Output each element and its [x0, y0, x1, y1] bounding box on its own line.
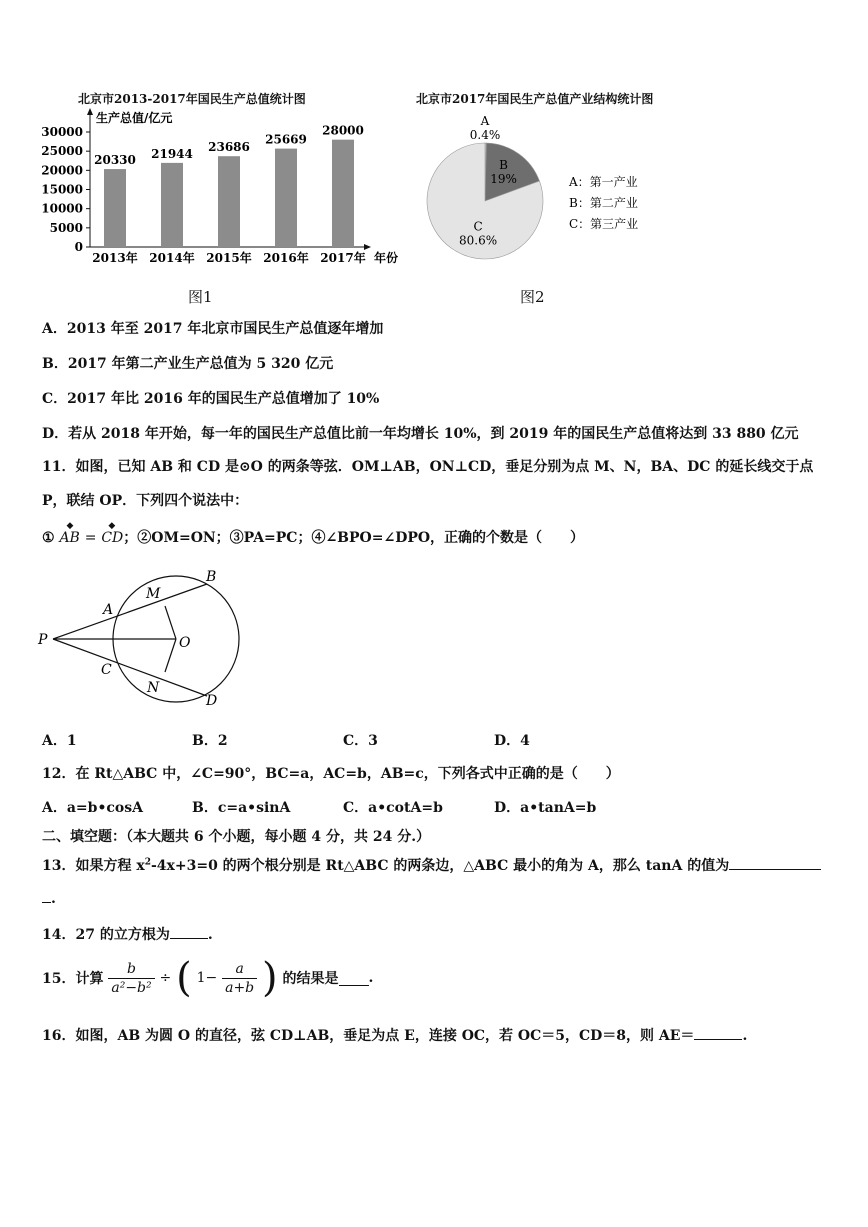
arc-cd-mark: ◆ — [108, 521, 116, 531]
y-tick-label: 25000 — [41, 144, 83, 159]
chart1-title: 北京市2013-2017年国民生产总值统计图 — [78, 92, 306, 106]
y-axis-label: 生产总值/亿元 — [96, 111, 173, 125]
line-pb — [53, 584, 207, 639]
line-on — [165, 639, 176, 672]
bar — [275, 149, 297, 247]
q13-end: . — [51, 891, 56, 907]
q15-end: . — [368, 970, 374, 986]
label-n: N — [147, 680, 160, 696]
q15-left-paren: ( — [176, 955, 192, 1001]
legend-entry: C：第三产业 — [569, 217, 639, 231]
q13-exponent: 2 — [144, 857, 151, 868]
q12-option-b: B．c=a•sinA — [192, 800, 291, 816]
section-2-heading: 二、填空题：（本大题共 6 个小题，每小题 4 分，共 24 分.） — [42, 829, 431, 845]
x-tick-label: 2013年 — [92, 251, 138, 265]
label-c: C — [101, 662, 112, 678]
label-m: M — [146, 586, 161, 602]
bar-chart — [30, 108, 410, 278]
slice-letter-c: C — [473, 219, 483, 234]
q16-answer-blank[interactable] — [694, 1025, 742, 1040]
q11-statements — [42, 521, 585, 547]
q11-statements-rest: ；②OM=ON；③PA=PC；④∠BPO=∠DPO，正确的个数是（ ） — [123, 530, 585, 546]
q15-fraction-1 — [108, 960, 154, 997]
x-tick-label: 2017年 — [320, 251, 366, 265]
legend-entry: B：第二产业 — [569, 196, 638, 210]
slice-percent-a: 0.4% — [469, 128, 501, 142]
q11-option-b: B．2 — [192, 733, 228, 749]
label-b: B — [206, 569, 217, 585]
circle-figure — [36, 566, 256, 716]
bar-data-label: 28000 — [322, 123, 364, 138]
x-tick-label: 2016年 — [263, 251, 309, 265]
bar-data-label: 23686 — [208, 140, 250, 155]
q15-pre: 15．计算 — [42, 971, 104, 987]
label-o: O — [179, 635, 191, 651]
q12-stem: 12．在 Rt△ABC 中，∠C=90°，BC=a，AC=b，AB=c，下列各式中正确的是（ ） — [42, 766, 620, 782]
equals-sign: = — [84, 530, 97, 546]
q14-end: . — [207, 927, 213, 943]
bar — [161, 163, 183, 247]
y-tick-label: 0 — [74, 240, 83, 254]
q15-fraction-2 — [222, 960, 257, 997]
line-om — [165, 606, 176, 639]
label-a: A — [103, 602, 114, 618]
y-tick-label: 10000 — [41, 201, 83, 216]
q11-stem-line2: P，联结 OP．下列四个说法中： — [42, 493, 249, 509]
q16-end: . — [742, 1028, 748, 1044]
y-tick-label: 5000 — [49, 220, 83, 235]
q15-fraction-1-num: b — [108, 960, 154, 979]
q13-stem — [42, 855, 821, 875]
q13-answer-blank[interactable] — [729, 855, 821, 870]
q14-pre: 14．27 的立方根为 — [42, 927, 170, 943]
q13-post: -4x+3=0 的两个根分别是 Rt△ABC 的两条边，△ABC 最小的角为 A，那么 tanA 的值为 — [150, 858, 730, 874]
q15-divide: ÷ — [159, 970, 172, 986]
q15-one-minus: 1− — [196, 970, 218, 986]
q13-answer-blank-cont[interactable] — [42, 888, 51, 903]
x-axis-arrow — [364, 244, 371, 250]
q12-option-d: D．a•tanA=b — [494, 800, 597, 816]
bar-data-label: 21944 — [151, 146, 193, 161]
q16-stem — [42, 1025, 747, 1045]
x-axis-label: 年份 — [374, 251, 399, 265]
q15-fraction-1-den: a²−b² — [111, 979, 152, 996]
q16-pre: 16．如图，AB 为圆 O 的直径，弦 CD⊥AB，垂足为点 E，连接 OC，若 OC＝5，CD＝8，则 AE＝ — [42, 1028, 695, 1044]
arc-ab: ◆ AB — [59, 521, 80, 546]
q15-fraction-2-den: a+b — [225, 979, 255, 996]
bar — [104, 169, 126, 247]
q13-continuation — [42, 888, 56, 907]
y-tick-label: 15000 — [41, 182, 83, 197]
q15-fraction-2-num: a — [222, 960, 257, 979]
q11-option-d: D．4 — [494, 733, 530, 749]
pie-chart — [410, 108, 710, 273]
arc-cd: ◆ CD — [101, 521, 124, 546]
chart2-title: 北京市2017年国民生产总值产业结构统计图 — [416, 92, 654, 106]
x-tick-label: 2015年 — [206, 251, 252, 265]
q14-stem — [42, 924, 213, 944]
q12-option-c: C．a•cotA=b — [343, 800, 443, 816]
slice-percent-b: 19% — [490, 172, 517, 187]
bar-data-label: 20330 — [94, 153, 136, 168]
q15-stem — [42, 955, 374, 1001]
q11-stem-line1: 11．如图，已知 AB 和 CD 是⊙O 的两条等弦．OM⊥AB，ON⊥CD，垂足分别为点 M、N，BA、DC 的延长线交于点 — [42, 459, 814, 475]
y-tick-label: 20000 — [41, 163, 83, 178]
slice-letter-b: B — [499, 158, 509, 173]
q11-option-a: A．1 — [42, 733, 77, 749]
y-axis-arrow — [87, 108, 93, 115]
slice-letter-a: A — [480, 114, 490, 128]
q10-option-b: B．2017 年第二产业生产总值为 5 320 亿元 — [42, 356, 334, 372]
q13-pre: 13．如果方程 x — [42, 858, 145, 874]
q11-option-c: C．3 — [343, 733, 378, 749]
y-tick-label: 30000 — [41, 125, 83, 139]
legend-entry: A：第一产业 — [569, 175, 638, 189]
statement-1-marker: ① — [42, 530, 55, 546]
arc-ab-mark: ◆ — [66, 521, 74, 531]
q15-answer-blank[interactable] — [339, 971, 369, 986]
q15-right-paren: ) — [262, 955, 278, 1001]
q15-post: 的结果是 — [282, 971, 339, 987]
q10-option-a: A．2013 年至 2017 年北京市国民生产总值逐年增加 — [42, 321, 384, 337]
x-tick-label: 2014年 — [149, 251, 195, 265]
q14-answer-blank[interactable] — [170, 924, 208, 939]
slice-percent-c: 80.6% — [458, 233, 498, 248]
bar-data-label: 25669 — [265, 132, 307, 147]
q10-option-d: D．若从 2018 年开始，每一年的国民生产总值比前一年均增长 10%，到 2019 年的国民生产总值将达到 33 880 亿元 — [42, 426, 799, 442]
bar — [218, 156, 240, 247]
label-p: P — [38, 632, 48, 648]
chart2-caption: 图2 — [520, 288, 545, 306]
chart1-caption: 图1 — [188, 288, 213, 306]
bar — [332, 140, 354, 247]
q12-option-a: A．a=b•cosA — [42, 800, 144, 816]
label-d: D — [206, 693, 218, 709]
q10-option-c: C．2017 年比 2016 年的国民生产总值增加了 10% — [42, 391, 380, 407]
